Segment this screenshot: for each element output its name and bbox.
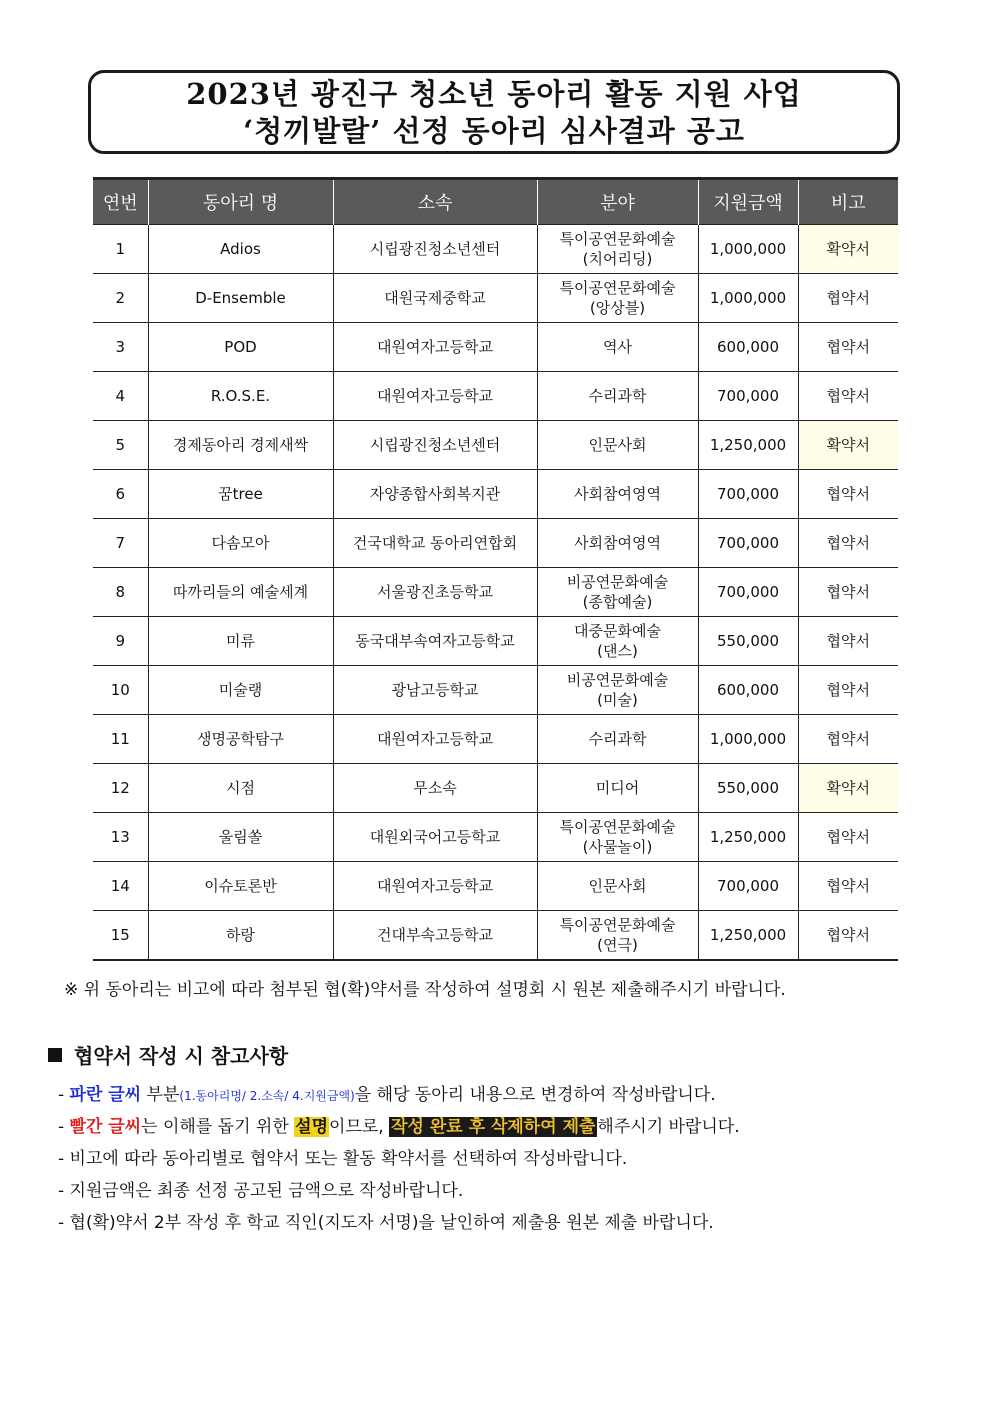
header-affiliation: 소속 — [333, 179, 537, 225]
blue-text-label: 파란 글씨 — [69, 1085, 142, 1105]
highlight-explanation: 설명 — [295, 1117, 329, 1137]
cell-no: 14 — [93, 862, 148, 911]
table-row — [93, 470, 898, 519]
note-text: 해주시기 바랍니다. — [597, 1117, 740, 1137]
cell-field — [537, 715, 698, 764]
cell-club-name: 시점 — [148, 764, 333, 813]
field-line: 비공연문화예술 — [566, 671, 669, 689]
table-header-row — [93, 179, 898, 225]
cell-note: 확약서 — [798, 421, 898, 470]
title-line-2: ‘청끼발랄’ 선정 동아리 심사결과 공고 — [243, 114, 745, 148]
cell-amount: 1,250,000 — [698, 813, 798, 862]
cell-field — [537, 666, 698, 715]
cell-no: 6 — [93, 470, 148, 519]
note-line-4: - 지원금액은 최종 선정 공고된 금액으로 작성바랍니다. — [58, 1181, 464, 1201]
cell-amount: 600,000 — [698, 666, 798, 715]
field-line: 사회참여영역 — [574, 485, 661, 503]
note-line-2 — [58, 1112, 740, 1144]
section-heading — [48, 1040, 288, 1069]
cell-amount: 1,250,000 — [698, 911, 798, 961]
cell-affiliation: 대원여자고등학교 — [333, 372, 537, 421]
cell-field — [537, 470, 698, 519]
field-line: 특이공연문화예술 — [559, 279, 676, 297]
note-text: 이므로, — [329, 1117, 390, 1137]
cell-affiliation: 건국대학교 동아리연합회 — [333, 519, 537, 568]
cell-no: 2 — [93, 274, 148, 323]
cell-club-name: 생명공학탐구 — [148, 715, 333, 764]
note-dash: - — [58, 1117, 70, 1137]
field-line: 특이공연문화예술 — [559, 818, 676, 836]
cell-affiliation: 무소속 — [333, 764, 537, 813]
field-line: 수리과학 — [588, 387, 647, 405]
cell-field — [537, 911, 698, 961]
cell-note: 협약서 — [798, 813, 898, 862]
note-text: 부분 — [141, 1085, 180, 1105]
cell-amount: 1,000,000 — [698, 274, 798, 323]
note-line-1 — [58, 1080, 740, 1112]
table-row — [93, 568, 898, 617]
cell-affiliation: 광남고등학교 — [333, 666, 537, 715]
cell-no: 1 — [93, 225, 148, 274]
field-line: 비공연문화예술 — [566, 573, 669, 591]
note-dash: - — [58, 1085, 70, 1105]
cell-club-name: 울림쏠 — [148, 813, 333, 862]
cell-club-name: POD — [148, 323, 333, 372]
cell-field — [537, 225, 698, 274]
cell-affiliation: 건대부속고등학교 — [333, 911, 537, 961]
cell-no: 13 — [93, 813, 148, 862]
cell-club-name: 따까리들의 예술세계 — [148, 568, 333, 617]
cell-field — [537, 323, 698, 372]
header-field: 분야 — [537, 179, 698, 225]
cell-note: 확약서 — [798, 225, 898, 274]
cell-affiliation: 대원외국어고등학교 — [333, 813, 537, 862]
cell-field — [537, 617, 698, 666]
field-line: 수리과학 — [588, 730, 647, 748]
cell-note: 협약서 — [798, 862, 898, 911]
cell-amount: 1,000,000 — [698, 715, 798, 764]
cell-club-name: 미류 — [148, 617, 333, 666]
title-box — [88, 70, 900, 154]
cell-note: 협약서 — [798, 323, 898, 372]
cell-field — [537, 568, 698, 617]
table-row — [93, 911, 898, 961]
field-line: (연극) — [597, 936, 638, 954]
cell-club-name: 꿈tree — [148, 470, 333, 519]
table-row — [93, 372, 898, 421]
cell-field — [537, 862, 698, 911]
field-line: 대중문화예술 — [574, 622, 661, 640]
cell-club-name: Adios — [148, 225, 333, 274]
cell-club-name: 경제동아리 경제새싹 — [148, 421, 333, 470]
header-club-name: 동아리 명 — [148, 179, 333, 225]
cell-no: 5 — [93, 421, 148, 470]
table-row — [93, 666, 898, 715]
cell-affiliation: 대원여자고등학교 — [333, 862, 537, 911]
table-row — [93, 862, 898, 911]
cell-note: 확약서 — [798, 764, 898, 813]
selection-results-table — [93, 177, 898, 961]
table-row — [93, 225, 898, 274]
field-line: 사회참여영역 — [574, 534, 661, 552]
field-line: (종합예술) — [582, 593, 653, 611]
red-text-label: 빨간 글씨 — [69, 1117, 142, 1137]
note-text: 는 이해를 돕기 위한 — [141, 1117, 295, 1137]
cell-club-name: 다솜모아 — [148, 519, 333, 568]
cell-field — [537, 421, 698, 470]
cell-no: 15 — [93, 911, 148, 961]
cell-amount: 1,250,000 — [698, 421, 798, 470]
blue-small-text: (1.동아리명/ 2.소속/ 4.지원금액) — [179, 1089, 355, 1103]
cell-field — [537, 519, 698, 568]
cell-affiliation: 시립광진청소년센터 — [333, 225, 537, 274]
table-row — [93, 274, 898, 323]
field-line: (치어리딩) — [582, 250, 653, 268]
field-line: 미디어 — [595, 779, 640, 797]
cell-amount: 700,000 — [698, 372, 798, 421]
cell-club-name: 이슈토론반 — [148, 862, 333, 911]
cell-affiliation: 동국대부속여자고등학교 — [333, 617, 537, 666]
cell-no: 9 — [93, 617, 148, 666]
cell-note: 협약서 — [798, 715, 898, 764]
cell-note: 협약서 — [798, 372, 898, 421]
table-row — [93, 323, 898, 372]
field-line: 인문사회 — [588, 436, 647, 454]
field-line: (사물놀이) — [582, 838, 653, 856]
table-row — [93, 715, 898, 764]
cell-note: 협약서 — [798, 617, 898, 666]
cell-field — [537, 764, 698, 813]
table-row — [93, 617, 898, 666]
table-row — [93, 519, 898, 568]
cell-note: 협약서 — [798, 568, 898, 617]
cell-club-name: R.O.S.E. — [148, 372, 333, 421]
cell-field — [537, 274, 698, 323]
cell-no: 8 — [93, 568, 148, 617]
cell-note: 협약서 — [798, 274, 898, 323]
cell-no: 10 — [93, 666, 148, 715]
cell-no: 11 — [93, 715, 148, 764]
header-amount: 지원금액 — [698, 179, 798, 225]
field-line: (댄스) — [597, 642, 638, 660]
black-square-icon — [48, 1048, 62, 1062]
header-no: 연번 — [93, 179, 148, 225]
table-row — [93, 421, 898, 470]
cell-no: 4 — [93, 372, 148, 421]
cell-field — [537, 813, 698, 862]
cell-affiliation: 대원여자고등학교 — [333, 323, 537, 372]
field-line: (미술) — [597, 691, 638, 709]
field-line: 인문사회 — [588, 877, 647, 895]
section-heading-text: 협약서 작성 시 참고사항 — [74, 1044, 289, 1068]
field-line: 특이공연문화예술 — [559, 230, 676, 248]
cell-amount: 550,000 — [698, 764, 798, 813]
cell-affiliation: 대원국제중학교 — [333, 274, 537, 323]
cell-affiliation: 대원여자고등학교 — [333, 715, 537, 764]
cell-affiliation: 자양종합사회복지관 — [333, 470, 537, 519]
footnote: ※ 위 동아리는 비고에 따라 첨부된 협(확)약서를 작성하여 설명회 시 원본 제출해주시기 바랍니다. — [64, 980, 786, 1000]
cell-amount: 1,000,000 — [698, 225, 798, 274]
highlight-delete-before-submit: 작성 완료 후 삭제하여 제출 — [391, 1117, 596, 1137]
cell-note: 협약서 — [798, 911, 898, 961]
cell-club-name: 미술랭 — [148, 666, 333, 715]
cell-field — [537, 372, 698, 421]
cell-no: 12 — [93, 764, 148, 813]
cell-amount: 700,000 — [698, 470, 798, 519]
field-line: 역사 — [603, 338, 632, 356]
cell-note: 협약서 — [798, 470, 898, 519]
title-line-1: 2023년 광진구 청소년 동아리 활동 지원 사업 — [186, 77, 802, 111]
field-line: (앙상블) — [589, 299, 646, 317]
cell-amount: 550,000 — [698, 617, 798, 666]
cell-amount: 700,000 — [698, 519, 798, 568]
cell-club-name: 하랑 — [148, 911, 333, 961]
cell-amount: 700,000 — [698, 568, 798, 617]
cell-no: 7 — [93, 519, 148, 568]
table-row — [93, 764, 898, 813]
cell-no: 3 — [93, 323, 148, 372]
reference-notes — [58, 1080, 740, 1240]
note-line-3: - 비고에 따라 동아리별로 협약서 또는 활동 확약서를 선택하여 작성바랍니다. — [58, 1149, 628, 1169]
cell-note: 협약서 — [798, 519, 898, 568]
cell-affiliation: 시립광진청소년센터 — [333, 421, 537, 470]
note-text: 을 해당 동아리 내용으로 변경하여 작성바랍니다. — [354, 1085, 716, 1105]
cell-amount: 700,000 — [698, 862, 798, 911]
field-line: 특이공연문화예술 — [559, 916, 676, 934]
cell-note: 협약서 — [798, 666, 898, 715]
cell-affiliation: 서울광진초등학교 — [333, 568, 537, 617]
cell-club-name: D-Ensemble — [148, 274, 333, 323]
table-row — [93, 813, 898, 862]
header-note: 비고 — [798, 179, 898, 225]
cell-amount: 600,000 — [698, 323, 798, 372]
note-line-5: - 협(확)약서 2부 작성 후 학교 직인(지도자 서명)을 날인하여 제출용 원본 제출 바랍니다. — [58, 1213, 714, 1233]
